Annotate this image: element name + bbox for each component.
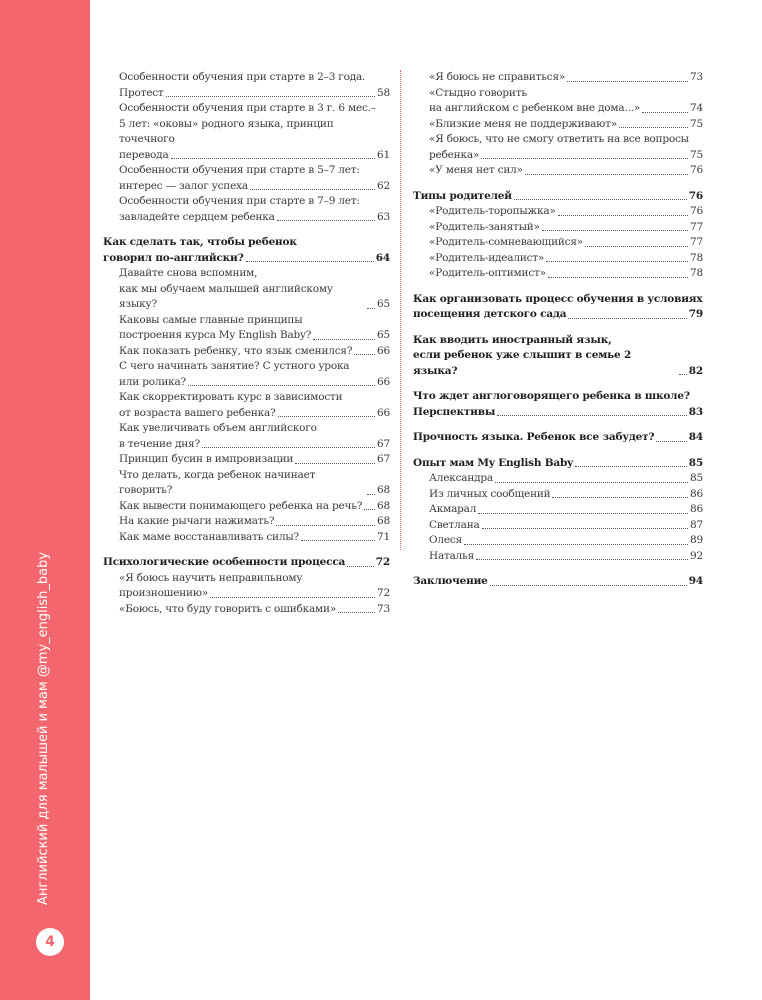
- toc-subentry: [103, 359, 390, 375]
- dot-leader: [246, 261, 374, 262]
- toc-entry-title: Типы родителей: [413, 189, 512, 202]
- toc-subentry: [103, 390, 390, 406]
- toc-subentry: [103, 468, 390, 499]
- toc-entry-title: если ребенок уже слышит в семье 2 языка?: [413, 349, 632, 377]
- toc-page-number: 73: [690, 71, 703, 83]
- toc-subentry: [103, 163, 390, 179]
- toc-entry-title: как мы обучаем малышей английскому языку?: [119, 282, 333, 310]
- toc-page-number: 85: [690, 472, 703, 484]
- toc-page-number: 86: [690, 503, 703, 515]
- dot-leader: [495, 482, 688, 483]
- toc-page-number: 68: [377, 484, 390, 496]
- dot-leader: [476, 559, 688, 560]
- toc-subentry: [413, 471, 703, 487]
- dot-leader: [210, 597, 375, 598]
- toc-entry-title: или ролика?: [119, 375, 186, 388]
- toc-entry-title: перевода: [119, 148, 169, 161]
- toc-page-number: 62: [377, 179, 390, 192]
- toc-entry-title: интерес — залог успеха: [119, 179, 248, 192]
- toc-entry-title: Как сделать так, чтобы ребенок: [103, 236, 297, 248]
- toc-page-number: 66: [377, 344, 390, 357]
- toc-page-number: 75: [690, 117, 703, 130]
- toc-subentry: [103, 586, 390, 602]
- dot-leader: [166, 96, 376, 97]
- toc-entry-title: Особенности обучения при старте в 3 г. 6 мес.–: [119, 102, 376, 114]
- toc-subentry: [103, 86, 390, 102]
- toc-page-number: 65: [377, 298, 390, 310]
- toc-subentry: [103, 148, 390, 164]
- dot-leader: [278, 416, 376, 417]
- toc-entry-title: «Боюсь, что буду говорить с ошибками»: [119, 602, 337, 615]
- toc-subentry: [103, 194, 390, 210]
- toc-section-entry: [413, 333, 703, 349]
- toc-entry-title: Каковы самые главные принципы: [119, 313, 303, 326]
- toc-subentry: [413, 518, 703, 534]
- toc-entry-title: «Родитель-занятый»: [429, 220, 540, 233]
- dot-leader: [313, 339, 375, 340]
- dot-leader: [354, 354, 375, 355]
- toc-page-number: 63: [377, 210, 390, 223]
- toc-entry-title: «Я боюсь, что не смогу ответить на все вопросы: [429, 133, 689, 145]
- toc-entry-title: Что ждет англоговорящего ребенка в школе?: [413, 390, 690, 402]
- toc-subentry: [413, 101, 703, 117]
- toc-entry-title: завладейте сердцем ребенка: [119, 210, 275, 223]
- toc-page-number: 61: [377, 148, 390, 161]
- toc-entry-title: построения курса My English Baby?: [119, 329, 312, 341]
- dot-leader: [482, 528, 688, 529]
- toc-section-entry: [413, 389, 703, 405]
- toc-page-number: 66: [377, 406, 390, 419]
- dot-leader: [481, 158, 688, 159]
- toc-section-entry: [413, 189, 703, 205]
- dot-leader: [250, 189, 375, 190]
- toc-subentry: [103, 313, 390, 329]
- toc-entry-title: С чего начинать занятие? С устного урока: [119, 360, 350, 372]
- dot-leader: [642, 112, 688, 113]
- dot-leader: [552, 497, 688, 498]
- dot-leader: [490, 585, 687, 586]
- toc-page-number: 64: [375, 251, 390, 264]
- dot-leader: [338, 612, 375, 613]
- toc-subentry: [103, 421, 390, 437]
- toc-subentry: [103, 375, 390, 391]
- toc-entry-title: Как скорректировать курс в зависимости: [119, 391, 343, 403]
- toc-page-number: 73: [377, 602, 390, 615]
- dot-leader: [619, 127, 688, 128]
- toc-subentry: [103, 571, 390, 587]
- toc-section-entry: [103, 251, 390, 267]
- toc-entry-title: Как организовать процесс обучения в условиях: [413, 292, 703, 305]
- toc-subentry: [103, 499, 390, 515]
- dot-leader: [514, 199, 687, 200]
- dot-leader: [347, 566, 374, 567]
- dot-leader: [548, 277, 688, 278]
- toc-page-number: 74: [690, 102, 703, 114]
- toc-left-column: [103, 70, 390, 617]
- toc-section-entry: [413, 292, 703, 308]
- toc-entry-title: произношению»: [119, 587, 209, 599]
- toc-section-entry: [413, 348, 703, 379]
- toc-entry-title: Как увеличивать объем английского: [119, 422, 317, 434]
- toc-page-number: 77: [690, 220, 703, 233]
- toc-subentry: [103, 328, 390, 344]
- toc-page-number: 82: [688, 364, 703, 377]
- toc-right-column: [413, 70, 703, 590]
- toc-subentry: [413, 132, 703, 148]
- toc-subentry: [413, 220, 703, 236]
- toc-page-number: 77: [690, 236, 703, 248]
- toc-entry-title: Давайте снова вспомним,: [119, 267, 258, 279]
- toc-entry-title: «Стыдно говорить: [429, 86, 527, 99]
- sidebar-caption: Английский для малышей и мам @my_english_baby: [36, 551, 51, 905]
- toc-entry-title: Особенности обучения при старте в 7–9 лет:: [119, 195, 360, 207]
- toc-page-number: 79: [688, 308, 703, 320]
- toc-entry-title: Как вывести понимающего ребенка на речь?: [119, 499, 363, 512]
- toc-subentry: [413, 204, 703, 220]
- toc-entry-title: «Родитель-оптимист»: [429, 267, 546, 279]
- toc-subentry: [103, 406, 390, 422]
- toc-subentry: [413, 117, 703, 133]
- toc-subentry: [413, 148, 703, 164]
- toc-page-number: 72: [375, 556, 390, 568]
- toc-page-number: 78: [690, 251, 703, 264]
- toc-page-number: 76: [690, 164, 703, 176]
- toc-page-number: 92: [690, 549, 703, 562]
- toc-entry-title: Заключение: [413, 575, 488, 587]
- toc-page-number: 68: [377, 499, 390, 512]
- toc-page-number: 58: [377, 86, 390, 99]
- toc-section-entry: [413, 405, 703, 421]
- toc-page-number: 89: [690, 534, 703, 546]
- dot-leader: [568, 318, 686, 319]
- toc-subentry: [413, 86, 703, 102]
- page-number: 4: [36, 928, 64, 956]
- sidebar: [0, 0, 90, 1000]
- toc-entry-title: Протест: [119, 86, 164, 99]
- toc-subentry: [413, 235, 703, 251]
- toc-page-number: 67: [377, 453, 390, 465]
- toc-subentry: [103, 282, 390, 313]
- toc-entry-title: Александра: [429, 472, 493, 484]
- toc-page-number: 76: [690, 205, 703, 217]
- dot-leader: [656, 441, 686, 442]
- toc-entry-title: Особенности обучения при старте в 2–3 года.: [119, 71, 366, 83]
- dot-leader: [525, 174, 688, 175]
- dot-leader: [364, 509, 375, 510]
- toc-subentry: [103, 437, 390, 453]
- toc-entry-title: «Родитель-торопыжка»: [429, 205, 556, 217]
- toc-subentry: [103, 266, 390, 282]
- dot-leader: [679, 374, 687, 375]
- toc-page-number: 68: [377, 515, 390, 527]
- toc-entry-title: в течение дня?: [119, 437, 200, 450]
- dot-leader: [202, 447, 375, 448]
- dot-leader: [301, 540, 375, 541]
- dot-leader: [171, 158, 376, 159]
- toc-subentry: [103, 117, 390, 148]
- dot-leader: [497, 415, 687, 416]
- toc-entry-title: ребенка»: [429, 148, 480, 161]
- toc-page-number: 66: [377, 375, 390, 388]
- toc-subentry: [413, 549, 703, 565]
- toc-subentry: [103, 70, 390, 86]
- toc-section-entry: [413, 430, 703, 446]
- toc-entry-title: Опыт мам My English Baby: [413, 456, 574, 469]
- toc-entry-title: Наталья: [429, 549, 475, 562]
- toc-subentry: [413, 502, 703, 518]
- toc-subentry: [413, 487, 703, 503]
- dot-leader: [575, 466, 687, 467]
- toc-entry-title: «Я боюсь научить неправильному: [119, 571, 303, 584]
- toc-subentry: [413, 251, 703, 267]
- toc-page-number: 87: [690, 518, 703, 531]
- dot-leader: [478, 513, 688, 514]
- toc-entry-title: 5 лет: «оковы» родного языка, принцип точечного: [119, 117, 334, 145]
- toc-entry-title: Перспективы: [413, 405, 496, 418]
- toc-page-number: 67: [377, 437, 390, 450]
- dot-leader: [277, 220, 375, 221]
- toc-section-entry: [103, 235, 390, 251]
- toc-entry-title: посещения детского сада: [413, 308, 567, 320]
- toc-entry-title: «У меня нет сил»: [429, 164, 523, 176]
- toc-entry-title: Олеся: [429, 534, 462, 546]
- toc-subentry: [103, 602, 390, 618]
- toc-subentry: [413, 533, 703, 549]
- dot-leader: [546, 261, 688, 262]
- toc-page-number: 94: [688, 575, 703, 587]
- toc-entry-title: говорил по-английски?: [103, 251, 244, 264]
- toc-entry-title: Прочность языка. Ребенок все забудет?: [413, 431, 655, 443]
- toc-entry-title: от возраста вашего ребенка?: [119, 406, 276, 419]
- toc-page-number: 76: [688, 189, 703, 202]
- toc-page-number: 83: [688, 405, 703, 418]
- dot-leader: [276, 525, 375, 526]
- toc-entry-title: Акмарал: [429, 503, 477, 515]
- dot-leader: [367, 308, 375, 309]
- toc-entry-title: Психологические особенности процесса: [103, 556, 346, 568]
- column-divider: [400, 70, 401, 550]
- toc-subentry: [103, 452, 390, 468]
- dot-leader: [464, 544, 688, 545]
- toc-page-number: 72: [377, 587, 390, 599]
- toc-entry-title: «Родитель-идеалист»: [429, 251, 545, 264]
- toc-page-number: 78: [690, 267, 703, 279]
- dot-leader: [567, 81, 688, 82]
- toc-subentry: [103, 101, 390, 117]
- toc-entry-title: Особенности обучения при старте в 5–7 лет:: [119, 164, 360, 176]
- toc-entry-title: Как вводить иностранный язык,: [413, 333, 612, 346]
- dot-leader: [188, 385, 375, 386]
- toc-entry-title: на английском с ребенком вне дома...»: [429, 102, 641, 114]
- toc-entry-title: Принцип бусин в импровизации: [119, 453, 294, 465]
- toc-subentry: [413, 70, 703, 86]
- toc-page-number: 84: [688, 431, 703, 443]
- dot-leader: [295, 463, 375, 464]
- dot-leader: [585, 246, 688, 247]
- toc-subentry: [103, 210, 390, 226]
- toc-entry-title: «Родитель-сомневающийся»: [429, 236, 584, 248]
- toc-page-number: 65: [377, 329, 390, 341]
- toc-page-number: 85: [688, 456, 703, 469]
- toc-section-entry: [413, 574, 703, 590]
- toc-entry-title: Как показать ребенку, что язык сменился?: [119, 344, 353, 357]
- toc-entry-title: Как маме восстанавливать силы?: [119, 530, 299, 543]
- toc-entry-title: Светлана: [429, 518, 480, 531]
- toc-page-number: 71: [377, 530, 390, 543]
- dot-leader: [542, 230, 688, 231]
- toc-entry-title: Из личных сообщений: [429, 487, 551, 500]
- toc-subentry: [103, 530, 390, 546]
- toc-entry-title: На какие рычаги нажимать?: [119, 515, 275, 527]
- toc-subentry: [413, 163, 703, 179]
- toc-section-entry: [413, 456, 703, 472]
- dot-leader: [558, 215, 688, 216]
- toc-subentry: [103, 179, 390, 195]
- toc-page-number: 75: [690, 148, 703, 161]
- toc-subentry: [413, 266, 703, 282]
- toc-subentry: [103, 514, 390, 530]
- toc-section-entry: [103, 555, 390, 571]
- toc-page-number: 86: [690, 487, 703, 500]
- toc-section-entry: [413, 307, 703, 323]
- toc-entry-title: Что делать, когда ребенок начинает говорить?: [119, 468, 316, 496]
- dot-leader: [367, 494, 375, 495]
- toc-entry-title: «Я боюсь не справиться»: [429, 71, 566, 83]
- toc-subentry: [103, 344, 390, 360]
- toc-entry-title: «Близкие меня не поддерживают»: [429, 117, 617, 130]
